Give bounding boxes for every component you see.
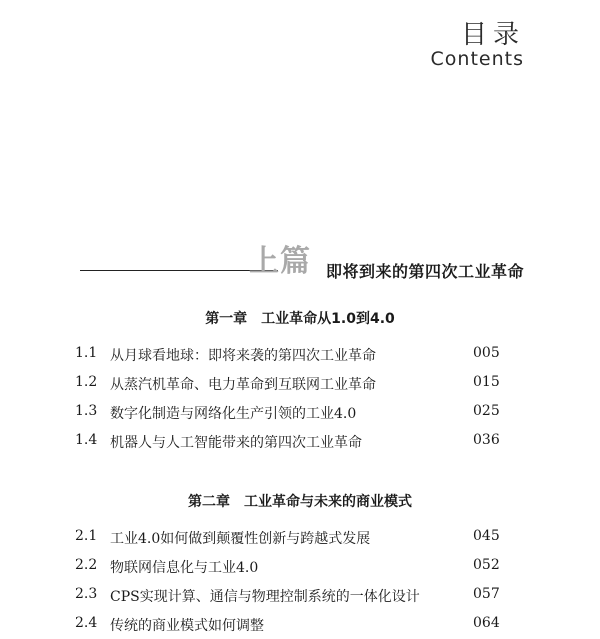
entry-page: 015: [473, 374, 500, 390]
toc-title: 目录: [460, 20, 525, 50]
toc-entry[interactable]: [0, 528, 600, 548]
chapter-heading: 第二章 工业革命与未来的商业模式: [188, 494, 412, 510]
entry-title: 从月球看地球：即将来袭的第四次工业革命: [110, 348, 376, 364]
toc-entry[interactable]: [0, 615, 600, 635]
entry-page: 036: [473, 432, 500, 448]
entry-number: 2.4: [75, 615, 98, 631]
entry-number: 1.1: [75, 345, 98, 361]
entry-title: 物联网信息化与工业4.0: [110, 560, 259, 576]
chapter-heading: 第一章 工业革命从1.0到4.0: [205, 311, 395, 327]
part-title: 即将到来的第四次工业革命: [326, 262, 525, 281]
entry-number: 2.1: [75, 528, 98, 544]
entry-page: 052: [473, 557, 500, 573]
toc-entry[interactable]: [0, 432, 600, 452]
toc-entry[interactable]: [0, 403, 600, 423]
entry-title: 传统的商业模式如何调整: [110, 618, 264, 634]
entry-number: 2.2: [75, 557, 98, 573]
entry-title: 数字化制造与网络化生产引领的工业4.0: [110, 406, 357, 422]
toc-entry[interactable]: [0, 586, 600, 606]
entry-number: 1.3: [75, 403, 98, 419]
entry-title: 机器人与人工智能带来的第四次工业革命: [110, 435, 362, 451]
entry-number: 1.2: [75, 374, 98, 390]
part-label: 上篇: [249, 244, 311, 279]
toc-subtitle: Contents: [430, 48, 524, 70]
entry-title: CPS实现计算、通信与物理控制系统的一体化设计: [110, 589, 420, 605]
toc-entry[interactable]: [0, 345, 600, 365]
entry-number: 1.4: [75, 432, 98, 448]
entry-page: 025: [473, 403, 500, 419]
entry-number: 2.3: [75, 586, 98, 602]
entry-title: 从蒸汽机革命、电力革命到互联网工业革命: [110, 377, 376, 393]
entry-page: 045: [473, 528, 500, 544]
toc-entry[interactable]: [0, 557, 600, 577]
entry-page: 057: [473, 586, 500, 602]
entry-title: 工业4.0如何做到颠覆性创新与跨越式发展: [110, 531, 371, 547]
entry-page: 064: [473, 615, 500, 631]
toc-entry[interactable]: [0, 374, 600, 394]
entry-page: 005: [473, 345, 500, 361]
